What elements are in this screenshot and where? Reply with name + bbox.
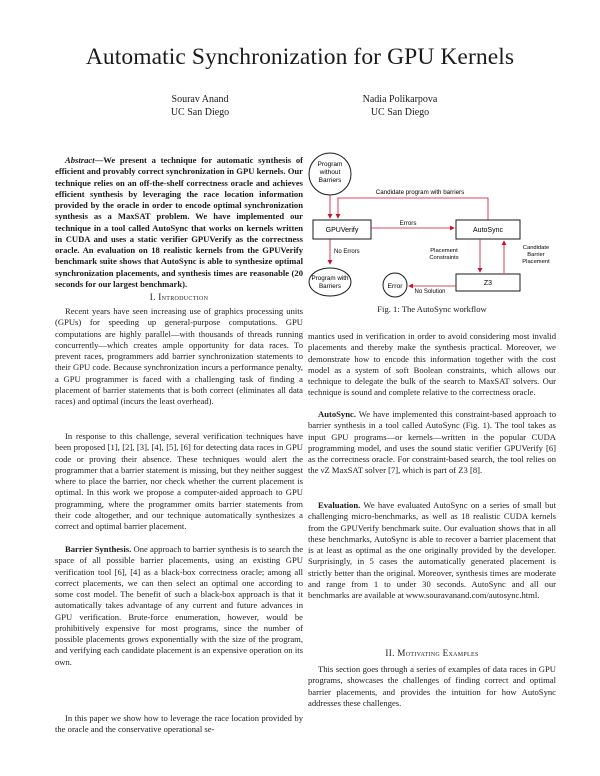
intro-paragraph-2: In response to this challenge, several verification techniques have been proposed [1], [2], [3], [4], [5], [6] for detecting data races in GPU code or proving their absence. These techniques would alert the programmer that a barrier statement is missing, but they neither suggest where to place the barrier, nor check whether the current placement is optimal. In this work we propose a computer-aided approach to GPU programming, where the programmer omits barrier statements from their code altogether, and our technique automatically synthesizes a correct and optimal barrier placement. — [55, 431, 303, 531]
figure-caption: Fig. 1: The AutoSync workflow — [377, 304, 487, 314]
node-program-without-barriers-line-2: without — [319, 169, 341, 176]
barrier-synthesis-text: One approach to barrier synthesis is to search the space of all possible barrier placements, using an existing GPU verification tool [6], [4] as a black-box correctness oracle; among all correct placements, we can then select an optimal one according to some cost model. The benefit of such a black-box approach is that it automatically takes advantage of any current and future advances in GPU verification. Brute-force enumeration, however, would be prohibitively expensive for most programs, since the number of possible placements grows exponentially with the size of the program, and verifying each candidate placement is an expensive operation on its own. — [55, 544, 304, 667]
edge-candidate-barrier-line-3: Placement — [522, 259, 550, 265]
autosync-paragraph — [308, 409, 556, 477]
edge-placement-constraints-line-2: Constraints — [429, 255, 459, 261]
node-program-with-barriers-line-1: Program with — [311, 275, 349, 282]
edge-no-errors-label: No Errors — [334, 249, 360, 255]
edge-candidate-barrier-line-1: Candidate — [522, 245, 550, 251]
right-paragraph-continued: mantics used in verification in order to avoid considering most invalid placements and thereby make the synthesis practical. Moreover, we demonstrate how to encode this information together with the cost model as a system of soft Boolean constraints, which allows our technique to delegate the bulk of the search to MaxSAT solvers. Our technique is sound and complete relative to the correctness oracle. — [308, 331, 556, 398]
node-error-label: Error — [387, 283, 403, 290]
autosync-heading: AutoSync. — [318, 409, 356, 419]
evaluation-heading: Evaluation. — [318, 500, 361, 510]
intro-paragraph-1: Recent years have seen increasing use of graphics processing units (GPUs) for speeding up general-purpose computations. GPU computations are highly parallel—with thousands of threads running concurrently—which creates ample opportunity for data races. To prevent races, programmers add barrier synchronization statements to their GPU code. Because synchronization incurs a performance penalty, a GPU programmer is faced with a challenging task of finding a placement of barrier statements that is both correct (eliminates all data races) and optimal (incurs the least overhead). — [55, 306, 303, 406]
barrier-synthesis-paragraph — [55, 544, 303, 668]
evaluation-paragraph — [308, 500, 556, 601]
author-1-affiliation: UC San Diego — [170, 107, 230, 118]
author-2-name: Nadia Polikarpova — [362, 94, 438, 105]
edge-placement-constraints-line-1: Placement — [430, 248, 458, 254]
author-1 — [100, 93, 300, 119]
section-heading-motivating-examples: II. Motivating Examples — [385, 648, 479, 658]
motivating-paragraph-1: This section goes through a series of examples of data races in GPU programs, showcases the challenges of finding correct and optimal barrier placements, and provides the intuition for how AutoSync addresses these challenges. — [308, 664, 556, 708]
author-2-affiliation: UC San Diego — [370, 107, 430, 118]
abstract — [55, 155, 303, 290]
node-autosync-label: AutoSync — [473, 227, 503, 234]
node-program-with-barriers — [309, 268, 351, 296]
node-program-without-barriers-line-1: Program — [317, 161, 343, 168]
edge-candidate-program — [338, 198, 488, 220]
autosync-text: We have implemented this constraint-based approach to barrier synthesis in a tool called AutoSync (Fig. 1). The tool takes as input GPU programs—or kernels—written in the popular CUDA programming model, and uses the sound static verifier GPUVerify [6] as the correctness oracle. For constraint-based search, the tool relies on the νZ MaxSAT solver [7], which is part of Z3 [8]. — [308, 409, 556, 476]
intro-paragraph-4: In this paper we show how to leverage the race location provided by the oracle and the conservative operational se- — [55, 713, 303, 735]
author-2 — [300, 93, 500, 119]
edge-candidate-barrier-line-2: Barrier — [527, 252, 545, 258]
node-program-without-barriers-line-3: Barriers — [318, 177, 342, 184]
edge-candidate-program-label: Candidate program with barriers — [375, 189, 465, 196]
section-heading-introduction: I. Introduction — [149, 292, 209, 302]
abstract-lead: Abstract — [65, 155, 95, 165]
autosync-workflow-figure — [308, 152, 556, 298]
barrier-synthesis-heading: Barrier Synthesis. — [65, 544, 132, 554]
edge-no-solution-label: No Solution — [414, 289, 446, 295]
node-z3-label: Z3 — [483, 280, 493, 287]
abstract-text: —We present a technique for automatic synthesis of efficient and provably correct synchronization in GPU kernels. Our technique relies on an off-the-shelf correctness oracle and achieves efficient synthesis by leveraging the race location information provided by the oracle in order to encode optimal synchronization synthesis as a MaxSAT problem. We have implemented our technique in a tool called AutoSync that works on kernels written in CUDA and uses a static verifier GPUVerify as the correctness oracle. An evaluation on 18 realistic kernels from the GPUVerify benchmark suite shows that AutoSync is able to synthesize optimal synchronization placements, and synthesis times are reasonable (20 seconds for our largest benchmark). — [55, 155, 303, 289]
node-gpuverify-label: GPUVerify — [325, 227, 359, 234]
paper-title: Automatic Synchronization for GPU Kernels — [85, 44, 515, 70]
node-program-with-barriers-line-2: Barriers — [318, 283, 342, 290]
author-1-name: Sourav Anand — [171, 94, 229, 105]
edge-errors-label: Errors — [399, 220, 417, 227]
evaluation-text: We have evaluated AutoSync on a series of small but challenging micro-benchmarks, as well as 18 realistic CUDA kernels from the GPUVerify benchmark suite. Our evaluation shows that in all these benchmarks, AutoSync is able to recover a barrier placement that is at least as optimal as the one originally provided by the developer. Surprisingly, in 5 cases the automatically generated placement is strictly better than the original. Moreover, synthesis times are moderate and range from 1 to under 30 seconds. AutoSync and all our benchmarks are available at www.souravanand.com/autosync.html. — [308, 500, 556, 600]
